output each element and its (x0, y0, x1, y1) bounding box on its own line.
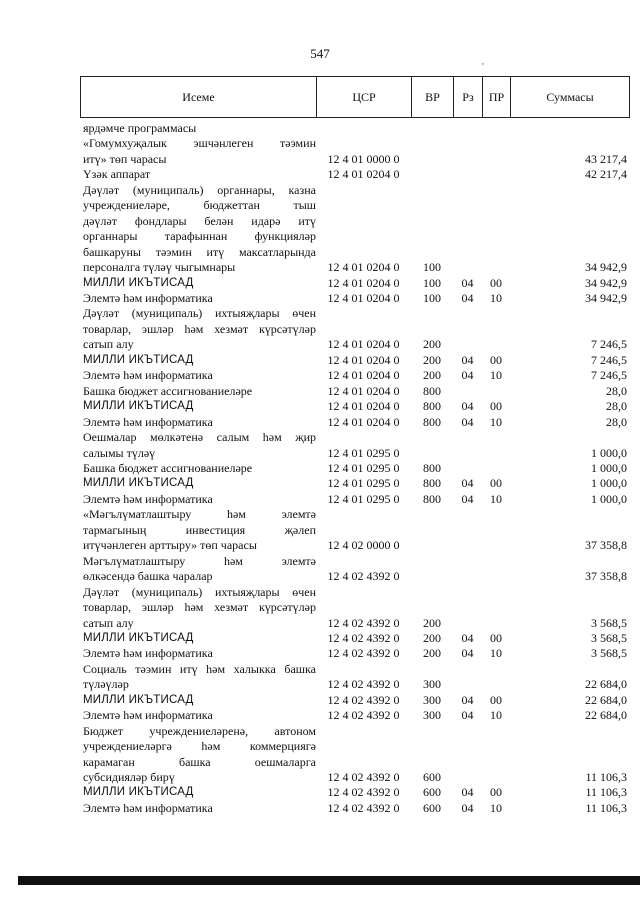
table-body (80, 121, 629, 816)
row-name-line: өлкәсендә башка чаралар (83, 569, 213, 584)
row-name (80, 353, 316, 368)
table-row (80, 724, 629, 786)
row-pr: 10 (490, 646, 502, 661)
row-pr: 00 (490, 399, 502, 414)
row-name (80, 476, 316, 491)
row-name (80, 276, 316, 291)
row-sum: 1 000,0 (591, 460, 627, 475)
row-rz: 04 (461, 708, 474, 723)
row-csr: 12 4 02 4392 0 (327, 800, 400, 815)
row-name (80, 693, 316, 708)
table-row (80, 399, 629, 414)
row-sum: 28,0 (606, 383, 627, 398)
row-name-line: итүчәнлеген арттыру» төп чарасы (83, 538, 257, 553)
row-csr: 12 4 01 0204 0 (327, 290, 400, 305)
table-row (80, 801, 629, 816)
row-name (80, 368, 316, 383)
row-sum: 22 684,0 (585, 708, 627, 723)
row-name-line: органнары тарафыннан функцияләр (83, 229, 316, 244)
row-csr: 12 4 01 0000 0 (327, 151, 400, 166)
row-name-line: МИЛЛИ ИКЪТИСАД (83, 400, 194, 413)
row-rz: 04 (461, 275, 474, 290)
row-name (80, 785, 316, 800)
table-row (80, 167, 629, 182)
row-csr: 12 4 02 4392 0 (327, 646, 400, 661)
row-vr: 200 (423, 368, 441, 383)
row-name-line: итү» төп чарасы (83, 151, 167, 166)
column-header-pr: ПР (483, 77, 511, 118)
row-rz: 04 (461, 491, 474, 506)
scan-mark: ' (482, 62, 484, 73)
row-name-line: дәүләт фондлары белән идарә итү (83, 213, 316, 228)
table-row (80, 461, 629, 476)
row-rz: 04 (461, 414, 474, 429)
row-sum: 43 217,4 (585, 151, 627, 166)
table-row (80, 353, 629, 368)
row-vr: 200 (423, 352, 441, 367)
row-name (80, 183, 316, 276)
row-csr: 12 4 02 4392 0 (327, 677, 400, 692)
row-csr: 12 4 01 0204 0 (327, 352, 400, 367)
table-row (80, 430, 629, 461)
table-row (80, 662, 629, 693)
row-name (80, 136, 316, 167)
row-name (80, 724, 316, 786)
column-header-rz: Рз (454, 77, 483, 118)
row-name-line: тармагының инвестиция җәлеп (83, 522, 316, 537)
row-sum: 1 000,0 (591, 476, 627, 491)
row-sum: 7 246,5 (591, 352, 627, 367)
table-row (80, 708, 629, 723)
row-sum: 34 942,9 (585, 260, 627, 275)
table-row (80, 585, 629, 631)
row-sum: 11 106,3 (585, 800, 627, 815)
row-sum: 3 568,5 (591, 646, 627, 661)
row-sum: 34 942,9 (585, 275, 627, 290)
row-vr: 800 (423, 476, 441, 491)
row-vr: 600 (423, 800, 441, 815)
row-vr: 300 (423, 677, 441, 692)
row-rz: 04 (461, 368, 474, 383)
row-name-line: Элемтә һәм информатика (83, 368, 213, 383)
row-csr: 12 4 01 0204 0 (327, 337, 400, 352)
row-name (80, 384, 316, 399)
row-name-line: Элемтә һәм информатика (83, 646, 213, 661)
row-name-line: «Гомумхуҗалык эшчәнлеген тәэмин (83, 136, 316, 151)
table-row (80, 183, 629, 276)
table-row (80, 646, 629, 661)
table-row (80, 785, 629, 800)
row-name (80, 631, 316, 646)
column-header-name: Исеме (81, 77, 317, 118)
row-name (80, 554, 316, 585)
row-sum: 1 000,0 (591, 445, 627, 460)
row-pr: 10 (490, 800, 502, 815)
row-pr: 00 (490, 785, 502, 800)
row-csr: 12 4 02 4392 0 (327, 785, 400, 800)
row-pr: 10 (490, 491, 502, 506)
column-header-sum: Суммасы (511, 77, 630, 118)
row-pr: 10 (490, 290, 502, 305)
row-pr: 10 (490, 368, 502, 383)
table-row (80, 136, 629, 167)
row-name-line: сатып алу (83, 615, 134, 630)
row-csr: 12 4 02 4392 0 (327, 692, 400, 707)
row-pr: 00 (490, 275, 502, 290)
row-pr: 10 (490, 414, 502, 429)
table-row (80, 306, 629, 352)
row-vr: 200 (423, 630, 441, 645)
row-sum: 7 246,5 (591, 337, 627, 352)
row-sum: 28,0 (606, 399, 627, 414)
row-vr: 200 (423, 337, 441, 352)
row-sum: 1 000,0 (591, 491, 627, 506)
row-rz: 04 (461, 800, 474, 815)
table-row (80, 368, 629, 383)
row-name (80, 461, 316, 476)
column-header-vr: ВР (412, 77, 454, 118)
row-vr: 600 (423, 770, 441, 785)
row-vr: 800 (423, 460, 441, 475)
page-number: 547 (310, 46, 330, 61)
row-rz: 04 (461, 630, 474, 645)
row-name (80, 415, 316, 430)
table-row (80, 291, 629, 306)
row-sum: 11 106,3 (585, 770, 627, 785)
row-rz: 04 (461, 785, 474, 800)
row-name-line: Дәүләт (муниципаль) органнары, казна (83, 182, 316, 197)
row-name (80, 291, 316, 306)
row-name (80, 492, 316, 507)
row-name-line: башкаруны тәэмин итү максатларында (83, 244, 316, 259)
row-name-line: түләүләр (83, 677, 129, 692)
row-rz: 04 (461, 290, 474, 305)
row-name (80, 399, 316, 414)
row-vr: 800 (423, 383, 441, 398)
row-rz: 04 (461, 646, 474, 661)
row-name (80, 662, 316, 693)
row-sum: 3 568,5 (591, 630, 627, 645)
row-vr: 200 (423, 615, 441, 630)
row-name-line: Дәүләт (муниципаль) ихтыяҗлары өчен (83, 306, 316, 321)
row-name (80, 121, 316, 136)
row-csr: 12 4 01 0204 0 (327, 399, 400, 414)
row-name-line: Оешмалар мөлкәтенә салым һәм җир (83, 430, 316, 445)
row-csr: 12 4 02 4392 0 (327, 569, 400, 584)
table-row (80, 507, 629, 553)
row-sum: 37 358,8 (585, 538, 627, 553)
row-sum: 22 684,0 (585, 677, 627, 692)
row-vr: 800 (423, 491, 441, 506)
row-pr: 00 (490, 630, 502, 645)
row-name-line: МИЛЛИ ИКЪТИСАД (83, 693, 194, 706)
row-name-line: Дәүләт (муниципаль) ихтыяҗлары өчен (83, 584, 316, 599)
row-sum: 34 942,9 (585, 290, 627, 305)
table-row (80, 554, 629, 585)
table-row (80, 693, 629, 708)
row-pr: 00 (490, 352, 502, 367)
row-vr: 300 (423, 692, 441, 707)
row-name (80, 306, 316, 352)
row-name-line: товарлар, эшләр һәм хезмәт күрсәтүләр (83, 600, 316, 615)
row-name-line: товарлар, эшләр һәм хезмәт күрсәтүләр (83, 321, 316, 336)
row-name (80, 585, 316, 631)
row-name-line: Үзәк аппарат (83, 167, 151, 182)
row-vr: 100 (423, 290, 441, 305)
row-name-line: МИЛЛИ ИКЪТИСАД (83, 276, 194, 289)
row-rz: 04 (461, 476, 474, 491)
row-vr: 800 (423, 399, 441, 414)
table-row (80, 384, 629, 399)
row-vr: 300 (423, 708, 441, 723)
row-csr: 12 4 01 0204 0 (327, 167, 400, 182)
row-csr: 12 4 01 0204 0 (327, 260, 400, 275)
row-name-line: Элемтә һәм информатика (83, 708, 213, 723)
row-sum: 28,0 (606, 414, 627, 429)
row-name-line: ярдәмче программасы (83, 121, 197, 135)
row-vr: 200 (423, 646, 441, 661)
row-sum: 7 246,5 (591, 368, 627, 383)
row-name-line: Бюджет учреждениеләренә, автоном (83, 723, 316, 738)
row-name-line: Элемтә һәм информатика (83, 491, 213, 506)
table-row (80, 492, 629, 507)
row-vr: 600 (423, 785, 441, 800)
table-row (80, 631, 629, 646)
row-name-line: Мәгълүматлаштыру һәм элемтә (83, 553, 316, 568)
row-name-line: Башка бюджет ассигнованиеләре (83, 383, 253, 398)
row-sum: 42 217,4 (585, 167, 627, 182)
row-csr: 12 4 02 0000 0 (327, 538, 400, 553)
table-row (80, 121, 629, 136)
row-rz: 04 (461, 399, 474, 414)
row-csr: 12 4 01 0204 0 (327, 275, 400, 290)
row-pr: 00 (490, 476, 502, 491)
row-name-line: «Мәгълүматлаштыру һәм элемтә (83, 507, 316, 522)
row-csr: 12 4 02 4392 0 (327, 770, 400, 785)
row-name-line: сатып алу (83, 337, 134, 352)
row-name (80, 646, 316, 661)
row-name (80, 167, 316, 182)
row-name-line: учреждениеләре, бюджеттан тыш (83, 198, 316, 213)
row-name-line: МИЛЛИ ИКЪТИСАД (83, 477, 194, 490)
scan-edge-bar (18, 876, 640, 885)
row-name (80, 708, 316, 723)
row-sum: 11 106,3 (585, 785, 627, 800)
row-rz: 04 (461, 692, 474, 707)
row-name (80, 507, 316, 553)
row-name-line: Элемтә һәм информатика (83, 290, 213, 305)
row-csr: 12 4 01 0295 0 (327, 476, 400, 491)
row-name-line: МИЛЛИ ИКЪТИСАД (83, 631, 194, 644)
row-name-line: Элемтә һәм информатика (83, 800, 213, 815)
row-csr: 12 4 02 4392 0 (327, 630, 400, 645)
row-name (80, 430, 316, 461)
row-sum: 22 684,0 (585, 692, 627, 707)
row-vr: 800 (423, 414, 441, 429)
row-pr: 10 (490, 708, 502, 723)
row-csr: 12 4 01 0204 0 (327, 368, 400, 383)
row-name-line: учреждениеләргә һәм коммерциягә (83, 739, 316, 754)
row-name-line: карамаган башка оешмаларга (83, 754, 316, 769)
row-name-line: Башка бюджет ассигнованиеләре (83, 460, 253, 475)
row-name-line: МИЛЛИ ИКЪТИСАД (83, 353, 194, 366)
row-csr: 12 4 01 0295 0 (327, 460, 400, 475)
row-csr: 12 4 01 0295 0 (327, 445, 400, 460)
table-row (80, 476, 629, 491)
row-pr: 00 (490, 692, 502, 707)
row-csr: 12 4 02 4392 0 (327, 615, 400, 630)
row-name (80, 801, 316, 816)
column-header-csr: ЦСР (317, 77, 412, 118)
row-name-line: салымы түләү (83, 445, 156, 460)
row-sum: 37 358,8 (585, 569, 627, 584)
table-row (80, 415, 629, 430)
row-name-line: Социаль тәэмин итү һәм халыкка башка (83, 661, 316, 676)
row-csr: 12 4 02 4392 0 (327, 708, 400, 723)
row-csr: 12 4 01 0204 0 (327, 414, 400, 429)
row-csr: 12 4 01 0295 0 (327, 491, 400, 506)
row-name-line: субсидияләр бирү (83, 770, 175, 785)
row-rz: 04 (461, 352, 474, 367)
row-vr: 100 (423, 260, 441, 275)
table-header (80, 76, 630, 118)
row-name-line: персоналга түләү чыгымнары (83, 260, 236, 275)
row-csr: 12 4 01 0204 0 (327, 383, 400, 398)
row-vr: 100 (423, 275, 441, 290)
row-sum: 3 568,5 (591, 615, 627, 630)
table-row (80, 276, 629, 291)
row-name-line: Элемтә һәм информатика (83, 414, 213, 429)
row-name-line: МИЛЛИ ИКЪТИСАД (83, 786, 194, 799)
